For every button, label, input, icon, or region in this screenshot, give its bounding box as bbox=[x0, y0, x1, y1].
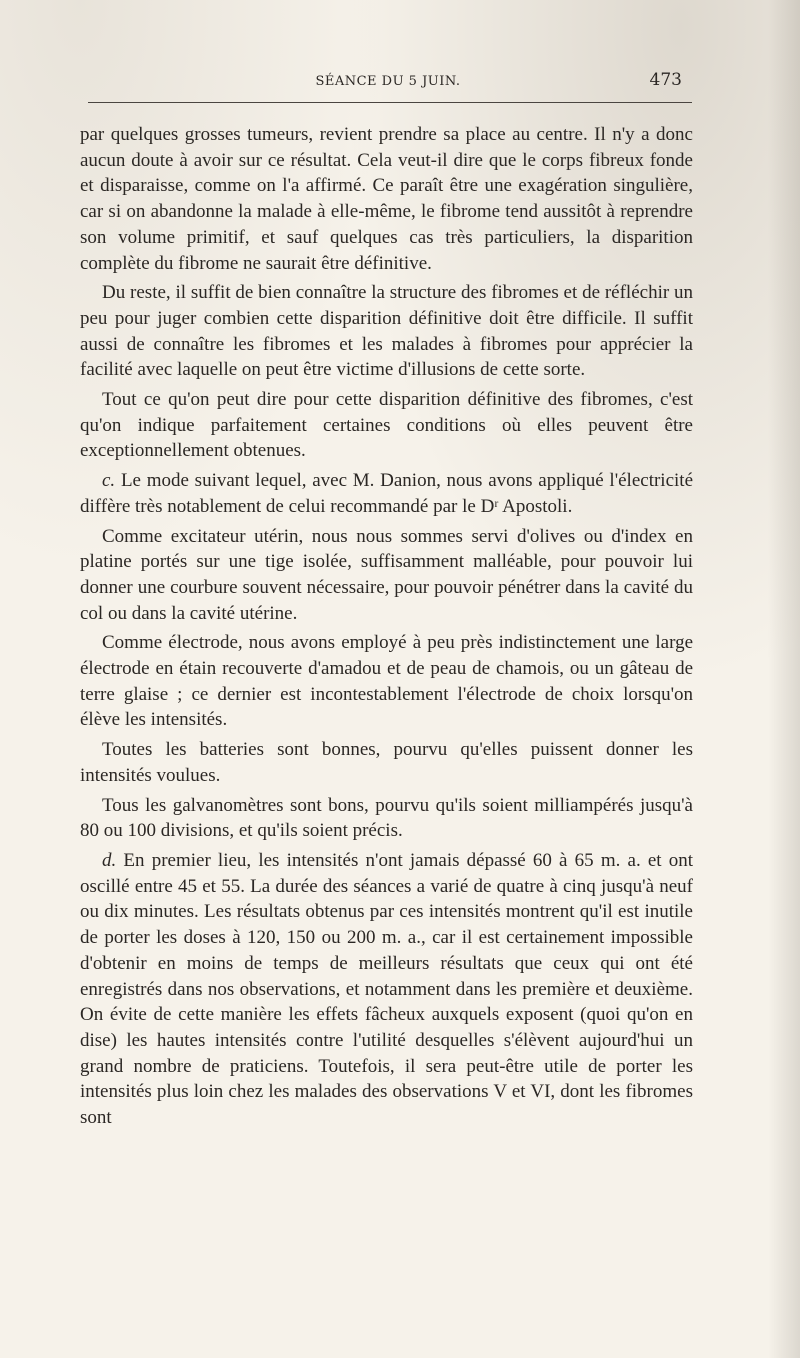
body-text bbox=[80, 122, 693, 1135]
paragraph-6: Comme électrode, nous avons employé à peu près indistinctement une large électrode en étain recouverte d'amadou et de peau de chamois, ou un gâteau de terre glaise ; ce dernier est incontestablement l'électrode de choix lorsqu'on élève les intensités. bbox=[80, 632, 693, 731]
paragraph-5: Comme excitateur utérin, nous nous sommes servi d'olives ou d'index en platine portés sur une tige isolée, suffisamment malléable, pour pouvoir lui donner une courbure souvent nécessaire, pour pouvoir pénétrer dans la cavité du col ou dans la cavité utérine. bbox=[80, 525, 693, 624]
running-title: SÉANCE DU 5 JUIN. bbox=[315, 74, 461, 89]
paragraph-2: Du reste, il suffit de bien connaître la structure des fibromes et de réfléchir un peu pour juger combien cette disparition définitive doit être difficile. Il suffit aussi de connaître les fibromes et les malades à fibromes pour apprécier la facilité avec laquelle on peut être victime d'illusions de cette sorte. bbox=[80, 282, 693, 381]
paragraph-4-text: Le mode suivant lequel, avec M. Danion, nous avons appliqué l'électricité diffère très notablement de celui recommandé par le Dʳ Apostoli. bbox=[80, 470, 694, 517]
item-marker-c: c. bbox=[102, 470, 116, 492]
paragraph-3: Tout ce qu'on peut dire pour cette disparition définitive des fibromes, c'est qu'on indique parfaitement certaines conditions où elles peuvent être exceptionnellement obtenues. bbox=[80, 389, 693, 462]
header-rule bbox=[88, 102, 692, 103]
paragraph-7: Toutes les batteries sont bonnes, pourvu qu'elles puissent donner les intensités voulues. bbox=[80, 739, 693, 786]
paragraph-9 bbox=[80, 848, 693, 1131]
paragraph-4 bbox=[80, 468, 693, 519]
item-marker-d: d. bbox=[102, 849, 117, 871]
paragraph-1: par quelques grosses tumeurs, revient prendre sa place au centre. Il n'y a donc aucun doute à avoir sur ce résultat. Cela veut-il dire que le corps fibreux fonde et disparaisse, comme on l'a affirmé. Ce paraît être une exagération singulière, car si on abandonne la malade à elle-même, le fibrome tend aussitôt à reprendre son volume primitif, et sauf quelques cas très particuliers, la disparition complète du fibrome ne saurait être définitive. bbox=[80, 124, 693, 274]
paragraph-8: Tous les galvanomètres sont bons, pourvu qu'ils soient milliampérés jusqu'à 80 ou 100 divisions, et qu'ils soient précis. bbox=[80, 794, 693, 842]
page-number: 473 bbox=[649, 70, 682, 90]
paragraph-9-text: En premier lieu, les intensités n'ont jamais dépassé 60 à 65 m. a. et ont oscillé entre 45 et 55. La durée des séances a varié de quatre à cinq jusqu'à neuf ou dix minutes. Les résultats obtenus par ces intensités montrent qu'il est inutile de porter les doses à 120, 150 ou 200 m. a., car il est certainement impossible d'obtenir en moins de temps de meilleurs résultats que ceux qui ont été enregistrés dans nos observations, et notamment dans les première et deuxième. On évite de cette manière les effets fâcheux auxquels exposent (quoi qu'on en dise) les hautes intensités contre l'utilité desquelles s'élèvent aujourd'hui un grand nombre de praticiens. Toutefois, il sera peut-être utile de porter les intensités plus loin chez les malades des observations V et VI, dont les fibromes sont bbox=[80, 849, 694, 1129]
page-header bbox=[88, 70, 688, 98]
